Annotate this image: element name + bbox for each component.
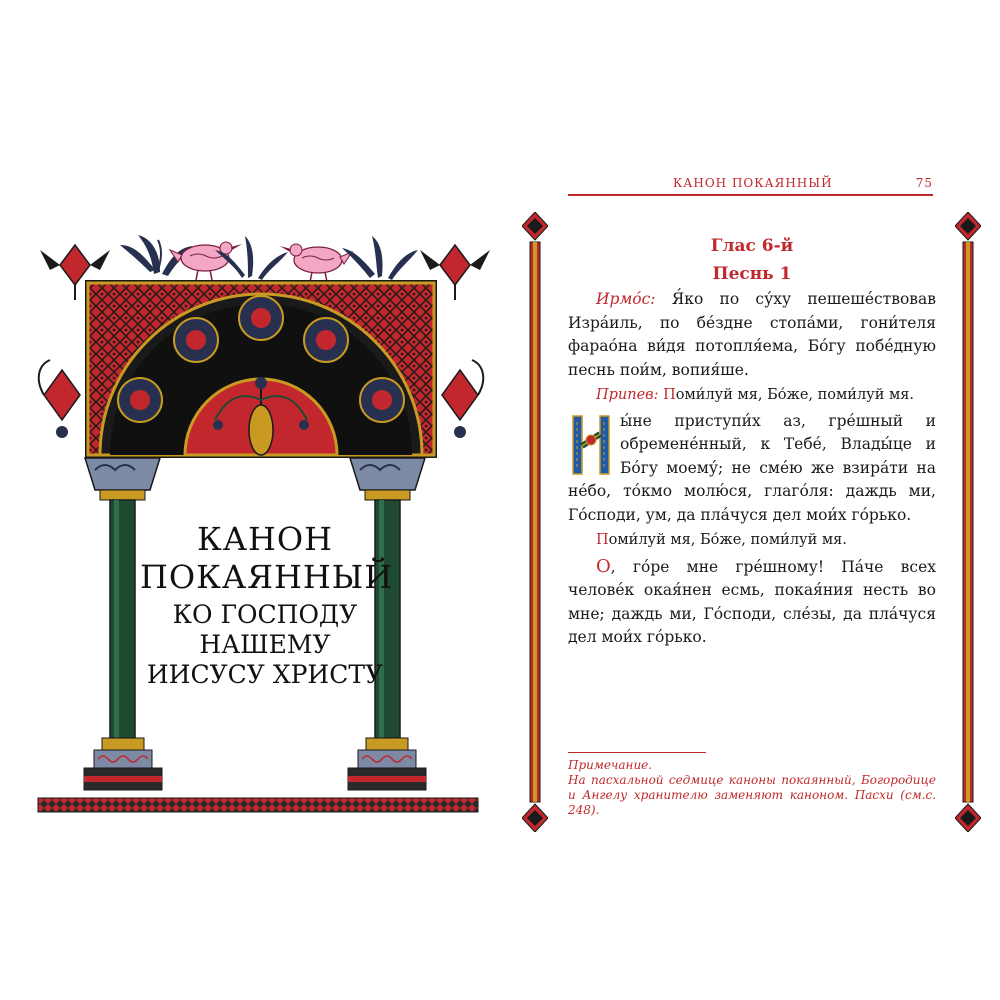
refrain-line-2 xyxy=(568,529,936,553)
troparion-1-text: ы́не приступи́х аз, гре́шный и обремене́нный, к Тебе́, Влады́це и Бо́гу моему́; не сме́ю же взира́ти на не́бо, то́кмо молю́ся, глаго́ля: даждь ми, Го́споди, ум, да пла́чуся дел мои́х го́рько. xyxy=(568,411,936,524)
troparion-2 xyxy=(568,555,936,650)
arch-panel xyxy=(85,280,437,458)
running-title: КАНОН ПОКАЯННЫЙ xyxy=(673,176,833,190)
tone-heading: Глас 6-й xyxy=(710,236,794,256)
refrain-line xyxy=(568,384,936,408)
book-title: КАНОН ПОКАЯННЫЙ xyxy=(140,520,394,596)
right-page xyxy=(500,0,1000,1000)
bird-right-icon xyxy=(280,244,352,282)
floor-band xyxy=(38,798,478,812)
page-number: 75 xyxy=(915,176,933,190)
border-right xyxy=(955,212,981,832)
refrain-text: оми́луй мя, Бо́же, поми́луй мя. xyxy=(675,387,915,403)
text-area xyxy=(568,232,936,650)
drop-cap-initial-icon xyxy=(568,412,614,478)
footnote-label: Примечание. xyxy=(568,758,653,772)
troparion-1 xyxy=(568,410,936,528)
book-subtitle: КО ГОСПОДУ НАШЕМУ ИИСУСУ ХРИСТУ xyxy=(146,600,384,689)
troparion2-text: , го́ре мне гре́шному! Па́че всех челове́к окая́нен есмь, покая́ния несть во мне; даждь ми, Го́споди, сле́зы, да пла́чуся дел мои́х го́рько. xyxy=(568,557,936,646)
irmos-text: Я́ко по су́ху пешеше́ствовав Изра́иль, по бе́здне стопа́ми, гони́теля фарао́на ви́дя потопля́ема, Бо́гу побе́дную песнь пои́м, вопия́ше. xyxy=(568,290,936,379)
capital-left xyxy=(85,458,160,500)
drop-cap-letter: Н xyxy=(591,471,592,473)
column-left xyxy=(110,500,135,738)
top-plant-right-icon xyxy=(342,236,418,280)
side-ornament-right-icon xyxy=(442,360,483,438)
refrain-label: Припев: xyxy=(596,387,659,403)
refrain-first-letter: П xyxy=(663,387,676,403)
irmos-label: Ирмо́с: xyxy=(596,290,656,308)
footnote-rule xyxy=(568,752,706,753)
footnote xyxy=(568,758,936,818)
troparion2-first-letter: О xyxy=(596,555,611,577)
refrain2-first-letter: П xyxy=(596,532,609,548)
capital-right xyxy=(350,458,425,500)
ode-heading: Песнь 1 xyxy=(712,264,792,284)
running-head xyxy=(568,176,933,192)
header-rule xyxy=(568,194,933,196)
border-left xyxy=(522,212,548,832)
irmos-paragraph xyxy=(568,288,936,382)
title-block xyxy=(140,520,394,690)
side-ornament-left-icon xyxy=(39,360,80,438)
base-right xyxy=(348,738,426,790)
footnote-text: На пасхальной седмице каноны покаянный, Богородице и Ангелу хранителю заменяют каноном. Пасхи (см.с. 248). xyxy=(568,773,936,817)
base-left xyxy=(84,738,162,790)
refrain2-text: оми́луй мя, Бо́же, поми́луй мя. xyxy=(608,532,847,548)
